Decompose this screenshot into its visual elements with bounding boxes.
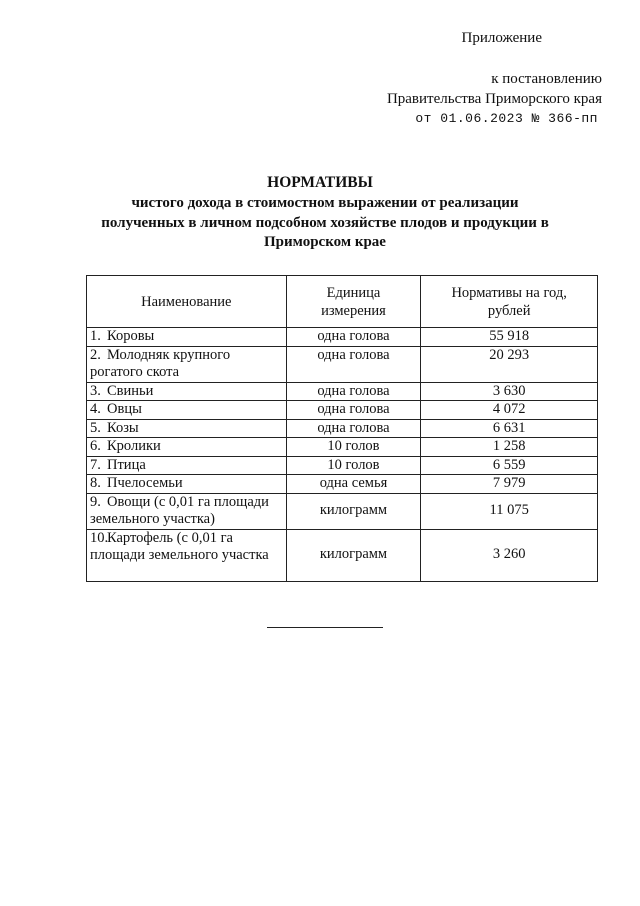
row-unit: одна голова <box>286 346 421 382</box>
table-row <box>87 401 598 420</box>
subtitle-line: Приморском крае <box>264 234 386 250</box>
header-unit-line: Единица <box>326 284 381 301</box>
row-norm: 3 260 <box>421 529 598 581</box>
table-row <box>87 456 598 475</box>
row-name-cell <box>87 456 287 475</box>
norms-table <box>86 275 598 582</box>
row-number: 10. <box>90 529 109 546</box>
row-number: 6. <box>90 438 101 454</box>
table-row <box>87 475 598 494</box>
table-row <box>87 346 598 382</box>
row-number: 1. <box>90 328 101 344</box>
header-unit <box>286 276 421 328</box>
row-name: Овощи (с 0,01 га площади земельного участка) <box>90 493 269 527</box>
resolution-reference <box>387 69 602 129</box>
row-name-cell <box>87 382 287 401</box>
table-row <box>87 328 598 347</box>
row-name: Козы <box>107 419 139 436</box>
row-name: Пчелосемьи <box>107 475 183 491</box>
subtitle-line: чистого дохода в стоимостном выражении от реализации <box>131 195 519 211</box>
subtitle-line: полученных в личном подсобном хозяйстве плодов и продукции в <box>101 214 549 231</box>
row-unit: одна голова <box>286 328 421 347</box>
row-unit: килограмм <box>286 529 421 581</box>
row-name-cell <box>87 529 287 581</box>
row-unit: 10 голов <box>286 456 421 475</box>
order-reference: от 01.06.2023 № 366-пп <box>415 111 598 126</box>
row-name: Птица <box>107 456 146 473</box>
annex-label: Приложение <box>461 30 542 46</box>
header-norm-line: Нормативы на год, <box>451 284 567 301</box>
row-norm: 4 072 <box>421 401 598 420</box>
row-norm: 1 258 <box>421 438 598 457</box>
row-norm: 3 630 <box>421 382 598 401</box>
table-row <box>87 382 598 401</box>
row-number: 5. <box>90 419 101 436</box>
row-name: Молодняк крупного рогатого скота <box>90 346 231 380</box>
row-number: 8. <box>90 475 101 491</box>
row-number: 4. <box>90 401 101 417</box>
row-name: Свиньи <box>107 382 154 399</box>
row-name-cell <box>87 475 287 494</box>
header-norm <box>421 276 598 328</box>
table-header-row <box>87 276 598 328</box>
row-name-cell <box>87 493 287 529</box>
row-name-cell <box>87 346 287 382</box>
row-norm: 11 075 <box>421 493 598 529</box>
document-title: НОРМАТИВЫ <box>267 174 373 191</box>
row-name: Овцы <box>107 401 142 417</box>
header-norm-line: рублей <box>487 302 531 319</box>
table-row <box>87 419 598 438</box>
table-row <box>87 529 598 581</box>
row-unit: одна семья <box>286 475 421 494</box>
row-number: 9. <box>90 493 101 510</box>
table-row <box>87 493 598 529</box>
row-name-cell <box>87 328 287 347</box>
closing-divider <box>267 627 383 628</box>
row-name: Коровы <box>107 328 155 344</box>
document-subtitle <box>80 194 570 253</box>
row-number: 3. <box>90 382 101 399</box>
row-unit: килограмм <box>286 493 421 529</box>
row-unit: одна голова <box>286 419 421 438</box>
row-name-cell <box>87 401 287 420</box>
header-unit-line: измерения <box>321 302 386 319</box>
row-norm: 55 918 <box>421 328 598 347</box>
row-name: Картофель (с 0,01 га площади земельного участка <box>90 529 269 563</box>
row-unit: 10 голов <box>286 438 421 457</box>
row-number: 7. <box>90 456 101 473</box>
row-number: 2. <box>90 346 101 363</box>
row-norm: 7 979 <box>421 475 598 494</box>
row-unit: одна голова <box>286 401 421 420</box>
row-unit: одна голова <box>286 382 421 401</box>
row-name-cell <box>87 419 287 438</box>
to-resolution-text: к постановлению <box>491 71 602 87</box>
row-name: Кролики <box>107 438 161 454</box>
government-text: Правительства Приморского края <box>386 91 602 107</box>
row-norm: 6 559 <box>421 456 598 475</box>
header-name: Наименование <box>87 276 287 328</box>
row-norm: 6 631 <box>421 419 598 438</box>
table-row <box>87 438 598 457</box>
row-norm: 20 293 <box>421 346 598 382</box>
row-name-cell <box>87 438 287 457</box>
